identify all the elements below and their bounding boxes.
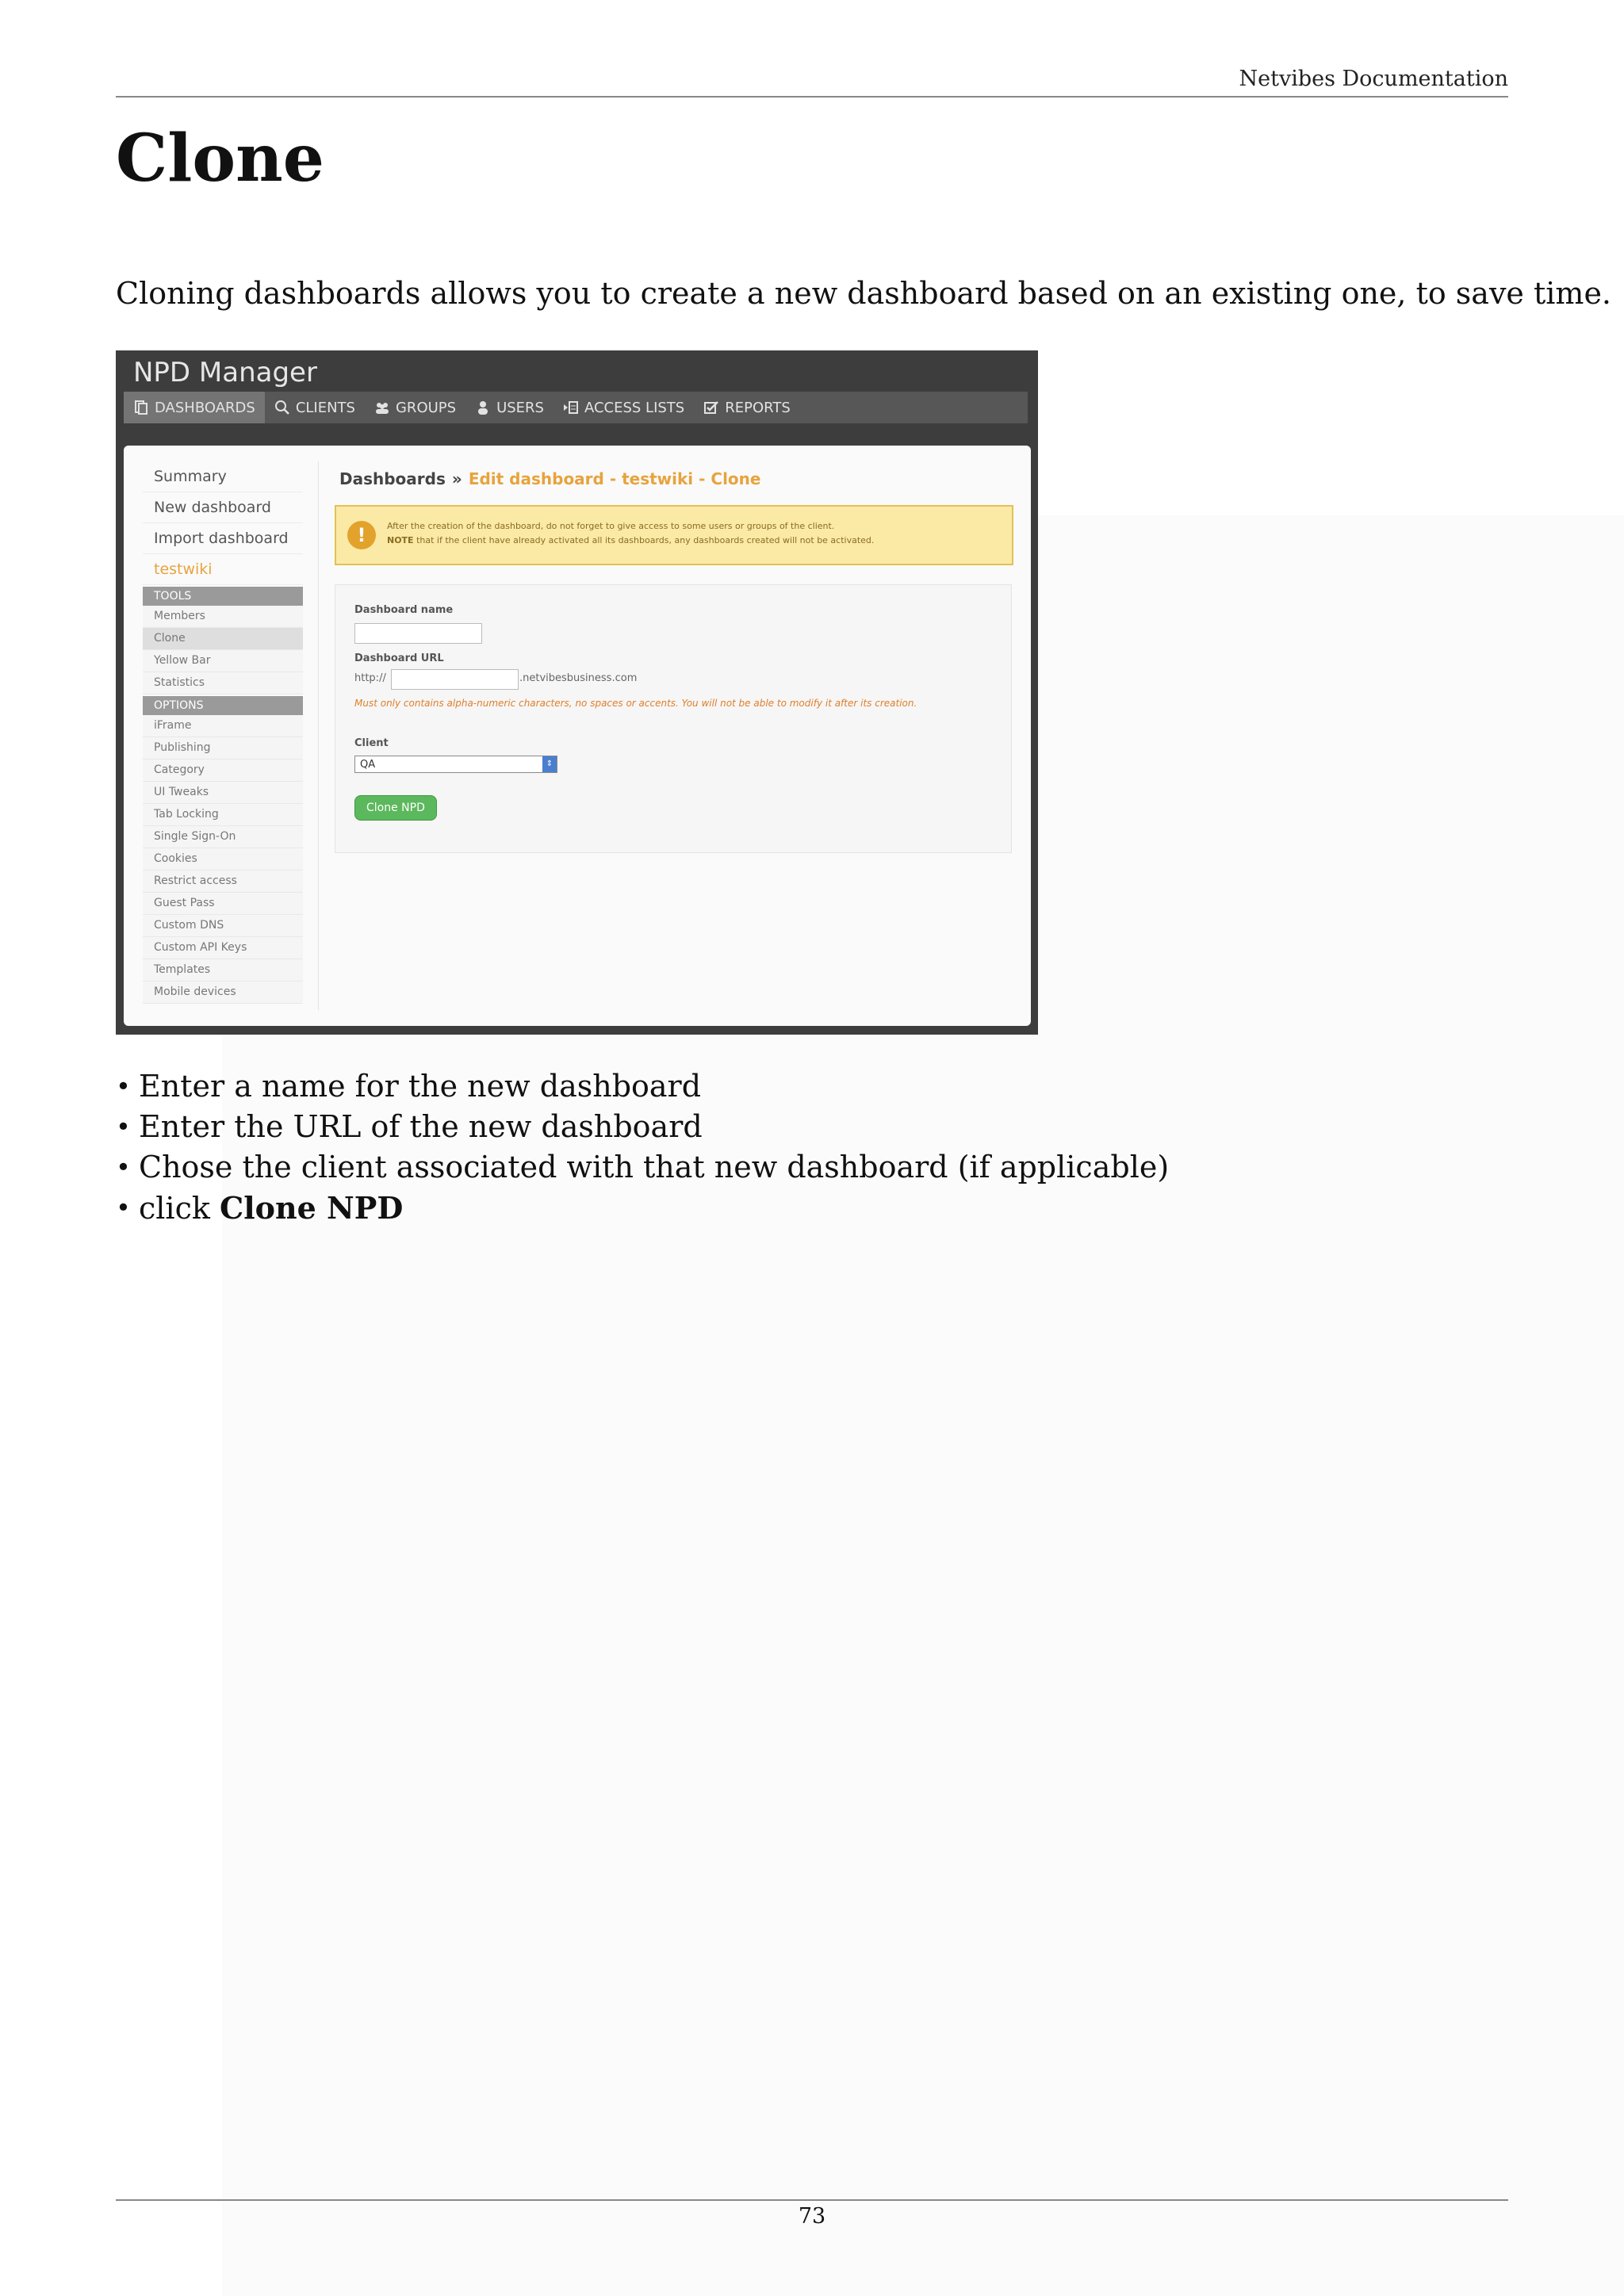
client-label: Client bbox=[354, 737, 389, 749]
sidebar-item-restrict-access[interactable]: Restrict access bbox=[143, 871, 303, 893]
nav-groups[interactable] bbox=[365, 392, 465, 423]
sidebar-item-summary[interactable]: Summary bbox=[143, 461, 303, 492]
client-select-value: QA bbox=[360, 759, 376, 771]
dashboard-name-label: Dashboard name bbox=[354, 604, 454, 616]
nav-label: ACCESS LISTS bbox=[584, 399, 685, 416]
content-panel bbox=[124, 446, 1031, 1026]
clone-form bbox=[335, 584, 1012, 853]
sidebar-item-yellow-bar[interactable]: Yellow Bar bbox=[143, 650, 303, 672]
page-title: Clone bbox=[116, 121, 324, 197]
notice-line-2 bbox=[387, 534, 998, 548]
step-item bbox=[116, 1188, 1169, 1229]
url-prefix: http:// bbox=[354, 672, 386, 684]
app-title: NPD Manager bbox=[133, 357, 317, 388]
user-icon bbox=[475, 400, 491, 415]
sidebar-item-statistics[interactable]: Statistics bbox=[143, 672, 303, 695]
clone-npd-button[interactable]: Clone NPD bbox=[354, 795, 437, 821]
sidebar bbox=[143, 461, 303, 1004]
sidebar-item-clone[interactable]: Clone bbox=[143, 628, 303, 650]
sidebar-item-members[interactable]: Members bbox=[143, 606, 303, 628]
sidebar-item-mobile-devices[interactable]: Mobile devices bbox=[143, 982, 303, 1004]
intro-paragraph: Cloning dashboards allows you to create a new dashboard based on an existing one, to save time. bbox=[116, 276, 1612, 311]
select-arrows-icon: ⇕ bbox=[542, 756, 557, 772]
notice-note-text: that if the client have already activated all its dashboards, any dashboards created will not be activated. bbox=[413, 535, 875, 545]
notice-note-label: NOTE bbox=[387, 535, 414, 545]
step-prefix: click bbox=[139, 1191, 220, 1226]
report-icon bbox=[703, 400, 719, 415]
nav-label: CLIENTS bbox=[295, 399, 355, 416]
breadcrumb-dashboards[interactable]: Dashboards bbox=[339, 469, 446, 488]
sidebar-item-ui-tweaks[interactable]: UI Tweaks bbox=[143, 782, 303, 804]
sidebar-item-publishing[interactable]: Publishing bbox=[143, 737, 303, 760]
step-item: • Enter the URL of the new dashboard bbox=[116, 1107, 1169, 1147]
search-icon bbox=[274, 400, 290, 415]
step-bold-action: Clone NPD bbox=[219, 1190, 404, 1226]
dashboard-icon bbox=[133, 400, 149, 415]
top-nav bbox=[124, 392, 1028, 423]
client-select[interactable] bbox=[354, 756, 557, 773]
breadcrumb-current: Edit dashboard - testwiki - Clone bbox=[468, 469, 761, 488]
sidebar-section-options: OPTIONS bbox=[143, 696, 303, 715]
nav-label: GROUPS bbox=[395, 399, 457, 416]
sidebar-item-tab-locking[interactable]: Tab Locking bbox=[143, 804, 303, 826]
dashboard-url-label: Dashboard URL bbox=[354, 652, 444, 664]
breadcrumb-separator: » bbox=[451, 469, 462, 488]
step-item: • Chose the client associated with that new dashboard (if applicable) bbox=[116, 1147, 1169, 1188]
access-list-icon bbox=[563, 400, 579, 415]
sidebar-item-iframe[interactable]: iFrame bbox=[143, 715, 303, 737]
nav-reports[interactable] bbox=[694, 392, 800, 423]
nav-label: REPORTS bbox=[725, 399, 791, 416]
sidebar-item-templates[interactable]: Templates bbox=[143, 959, 303, 982]
footer-rule bbox=[116, 2199, 1508, 2201]
sidebar-section-tools: TOOLS bbox=[143, 587, 303, 606]
warning-icon: ! bbox=[347, 521, 376, 549]
steps-list bbox=[116, 1066, 1169, 1229]
sidebar-item-testwiki[interactable]: testwiki bbox=[143, 554, 303, 585]
nav-label: USERS bbox=[496, 399, 544, 416]
sidebar-item-guest-pass[interactable]: Guest Pass bbox=[143, 893, 303, 915]
page-number: 73 bbox=[798, 2204, 826, 2229]
nav-label: DASHBOARDS bbox=[155, 399, 255, 416]
group-icon bbox=[374, 400, 390, 415]
sidebar-item-category[interactable]: Category bbox=[143, 760, 303, 782]
notice-text bbox=[387, 519, 998, 548]
sidebar-item-single-sign-on[interactable]: Single Sign-On bbox=[143, 826, 303, 848]
header-rule bbox=[116, 96, 1508, 98]
sidebar-item-new-dashboard[interactable]: New dashboard bbox=[143, 492, 303, 523]
dashboard-name-input[interactable] bbox=[354, 623, 482, 644]
sidebar-item-custom-api-keys[interactable]: Custom API Keys bbox=[143, 937, 303, 959]
sidebar-item-cookies[interactable]: Cookies bbox=[143, 848, 303, 871]
step-item: • Enter a name for the new dashboard bbox=[116, 1066, 1169, 1107]
sidebar-divider bbox=[318, 461, 319, 1010]
npd-manager-screenshot bbox=[116, 350, 1038, 1035]
sidebar-item-import-dashboard[interactable]: Import dashboard bbox=[143, 523, 303, 554]
nav-clients[interactable] bbox=[265, 392, 365, 423]
nav-access-lists[interactable] bbox=[553, 392, 694, 423]
nav-dashboards[interactable] bbox=[124, 392, 265, 423]
notice-banner bbox=[335, 505, 1013, 565]
sidebar-item-custom-dns[interactable]: Custom DNS bbox=[143, 915, 303, 937]
url-hint: Must only contains alpha-numeric characters, no spaces or accents. You will not be able to modify it after its creation. bbox=[354, 698, 917, 709]
notice-line-1: After the creation of the dashboard, do not forget to give access to some users or groups of the client. bbox=[387, 521, 835, 531]
dashboard-url-input[interactable] bbox=[391, 669, 519, 690]
url-suffix: .netvibesbusiness.com bbox=[519, 672, 638, 684]
breadcrumb bbox=[339, 469, 760, 488]
running-header: Netvibes Documentation bbox=[1239, 67, 1508, 91]
nav-users[interactable] bbox=[465, 392, 553, 423]
